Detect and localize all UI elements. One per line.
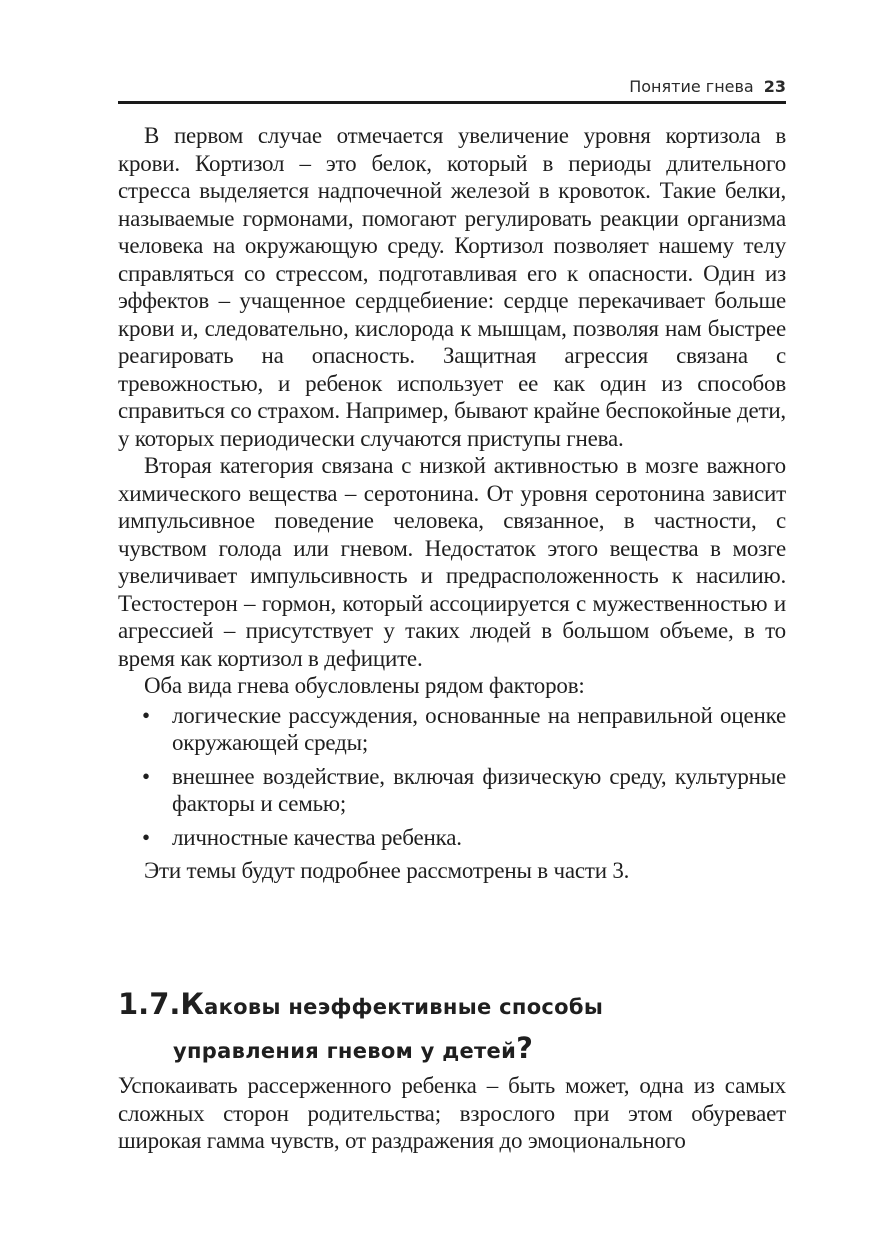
list-item-text: логические рассуждения, основанные на неправильной оценке окружающей среды; [172,702,786,755]
paragraph-part-reference: Эти темы будут подробнее рассмотрены в части 3. [144,858,630,883]
bullet-icon: • [142,763,150,789]
section-title-question-mark: ? [516,1031,533,1065]
body-text [118,122,786,885]
section-heading-line-2 [118,1026,786,1070]
header-rule [118,101,786,104]
list-item-text: внешнее воздействие, включая физическую среду, культурные факторы и семью; [172,763,786,816]
running-title: Понятие гнева [629,77,754,96]
paragraph-cortisol: В первом случае отмечается увеличение уровня кортизола в крови. Кортизол – это белок, который в периоды длительного стресса выделяется надпочечной железой в кровоток. Такие белки, называемые гормонами, помогают регулировать реакции организма человека на окружающую среду. Кортизол позволяет нашему телу справляться со стрессом, подготавливая его к опасности. Один из эффектов – учащенное сердцебиение: сердце перекачивает больше крови и, следовательно, кислорода к мышцам, позволяя нам быстрее реагировать на опасность. Защитная агрессия связана с тревожностью, и ребенок использует ее как один из способов справиться со страхом. Например, бывают крайне беспокойные дети, у которых периодически случаются приступы гнева. [118,123,786,451]
list-item [118,702,786,757]
paragraph-factors-intro: Оба вида гнева обусловлены рядом факторов: [144,673,585,698]
list-item-text: личностные качества ребенка. [172,824,462,850]
factors-list [118,702,786,852]
section-title-line-2: управления гневом у детей [173,1039,517,1063]
paragraph-calming-child: Успокаивать рассерженного ребенка – быть может, одна из самых сложных сторон родительства; взрослого при этом обуревает широкая гамма чувств, от раздражения до эмоционального [118,1073,786,1153]
section-heading [118,982,786,1070]
section-heading-line-1 [118,982,786,1026]
running-header [118,74,786,100]
section-title-line-1: аковы неэффективные способы [204,995,604,1019]
paragraph-serotonin: Вторая категория связана с низкой активностью в мозге важного химического вещества – серотонина. От уровня серотонина зависит импульсивное поведение человека, связанное, в частности, с чувством голода или гневом. Недостаток этого вещества в мозге увеличивает импульсивность и предрасположенность к насилию. Тестостерон – гормон, который ассоциируется с мужественностью и агрессией – присутствует у таких людей в большом объеме, в то время как кортизол в дефиците. [118,453,786,671]
section-number: 1.7. [118,987,181,1021]
bullet-icon: • [142,824,150,850]
page-number: 23 [763,77,786,96]
bullet-icon: • [142,702,150,728]
section-body-text [118,1072,786,1155]
list-item [118,763,786,818]
list-item [118,824,786,852]
section-title-initial: К [180,987,205,1021]
